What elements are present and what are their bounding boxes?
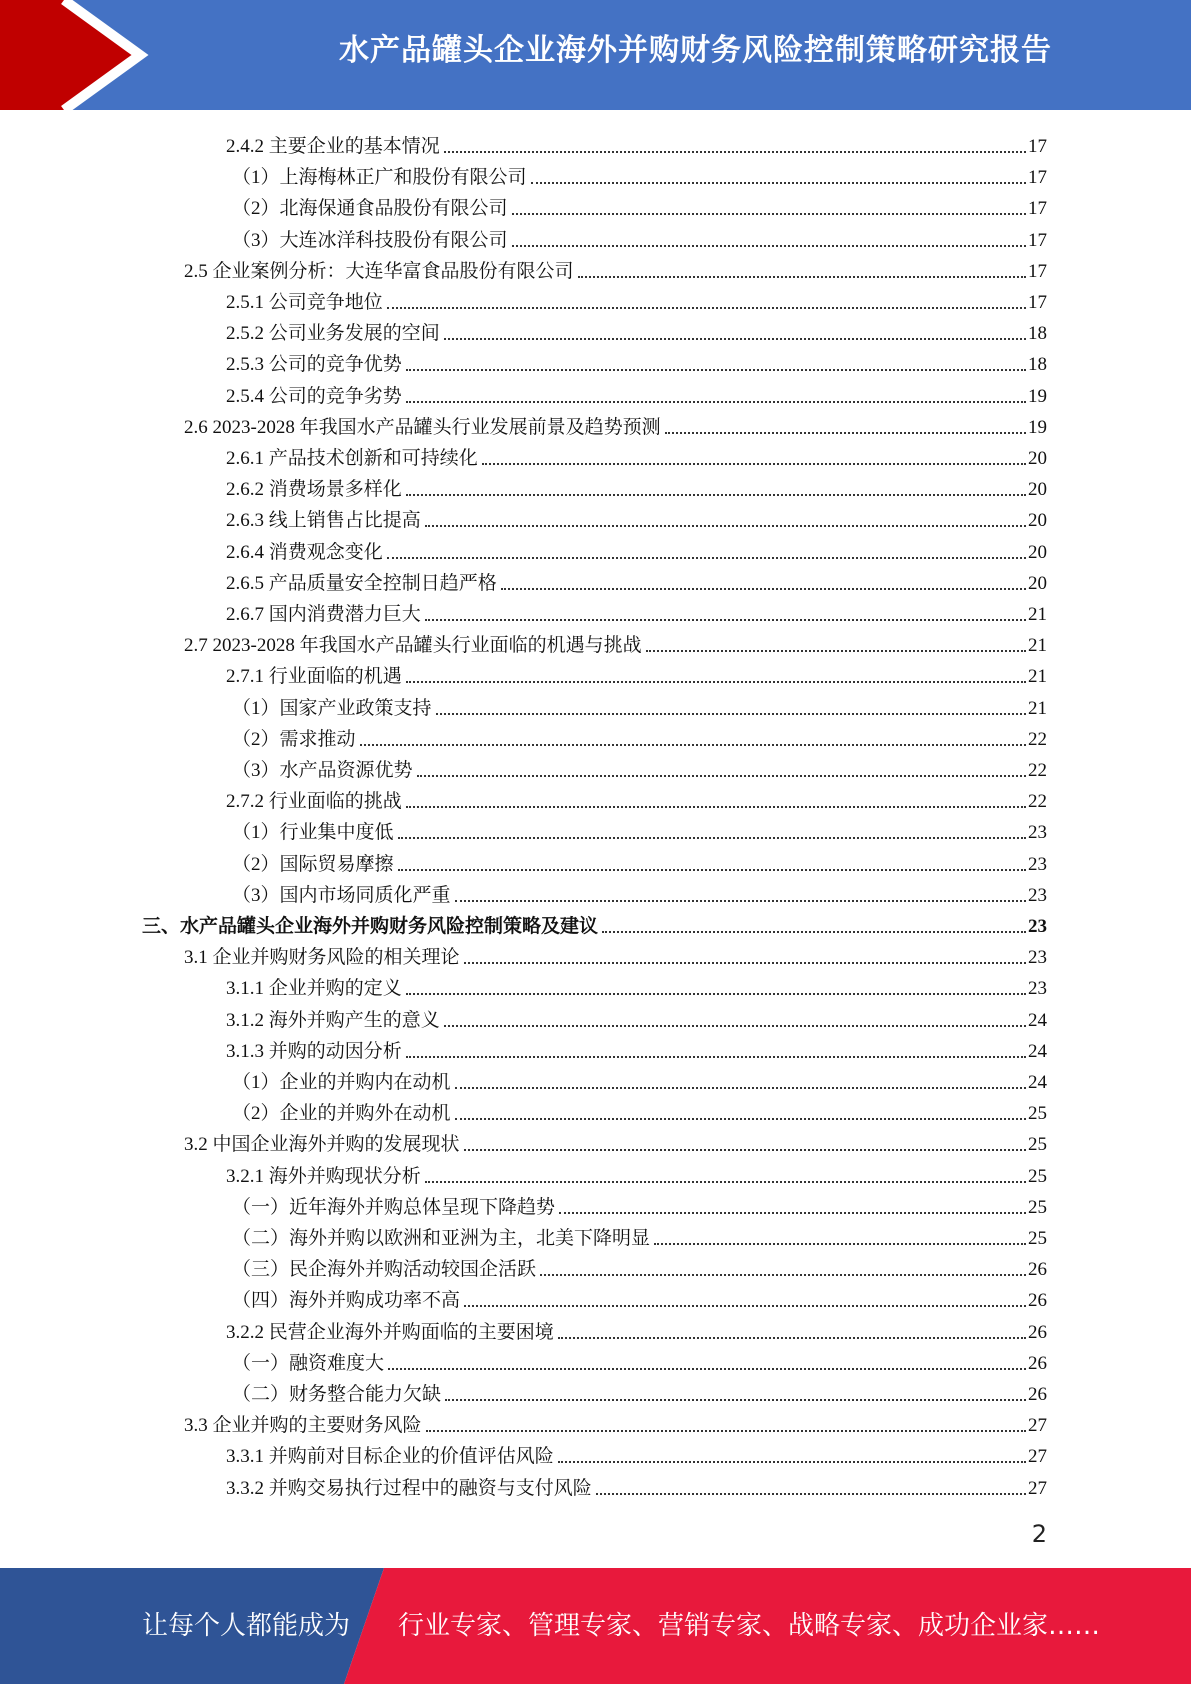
header-chevron-icon	[0, 0, 160, 110]
toc-entry-label: 2.7 2023-2028 年我国水产品罐头行业面临的机遇与挑战	[184, 635, 642, 657]
toc-entry-page: 23	[1028, 978, 1047, 1000]
toc-entry-label: 3.3 企业并购的主要财务风险	[184, 1415, 422, 1437]
toc-entry[interactable]	[142, 908, 1047, 939]
toc-entry[interactable]	[226, 346, 1047, 377]
toc-leader-dots	[665, 432, 1026, 434]
toc-entry-page: 17	[1028, 198, 1047, 220]
toc-entry-page: 17	[1028, 136, 1047, 157]
toc-entry-page: 23	[1028, 884, 1047, 906]
toc-entry[interactable]	[232, 721, 1047, 752]
toc-entry[interactable]	[232, 159, 1047, 190]
toc-entry[interactable]	[232, 752, 1047, 783]
toc-entry-page: 20	[1028, 479, 1047, 501]
toc-entry-page: 27	[1028, 1477, 1047, 1499]
toc-entry-label: （一）融资难度大	[232, 1352, 385, 1374]
toc-entry[interactable]	[226, 128, 1047, 159]
toc-entry[interactable]	[232, 814, 1047, 845]
toc-entry-label: 3.1.3 并购的动因分析	[226, 1040, 402, 1062]
toc-entry-label: 2.4.2 主要企业的基本情况	[226, 136, 440, 157]
toc-leader-dots	[512, 213, 1026, 215]
toc-leader-dots	[482, 463, 1026, 465]
toc-entry-page: 18	[1028, 354, 1047, 376]
toc-entry[interactable]	[232, 1282, 1047, 1313]
toc-entry-label: 2.6.3 线上销售占比提高	[226, 510, 421, 532]
toc-leader-dots	[540, 1274, 1026, 1276]
toc-entry[interactable]	[226, 1158, 1047, 1189]
toc-leader-dots	[445, 1399, 1026, 1401]
toc-leader-dots	[406, 993, 1026, 995]
toc-entry-label: 2.6.4 消费观念变化	[226, 541, 383, 563]
toc-entry[interactable]	[232, 190, 1047, 221]
toc-entry[interactable]	[184, 939, 1047, 970]
toc-entry-page: 26	[1028, 1321, 1047, 1343]
toc-entry-label: （三）民企海外并购活动较国企活跃	[232, 1259, 537, 1281]
toc-leader-dots	[464, 962, 1026, 964]
toc-leader-dots	[558, 1337, 1026, 1339]
toc-entry-label: （1）国家产业政策支持	[232, 697, 432, 719]
toc-entry-page: 26	[1028, 1290, 1047, 1312]
toc-entry-page: 17	[1028, 167, 1047, 189]
toc-entry-page: 22	[1028, 728, 1047, 750]
toc-leader-dots	[406, 401, 1026, 403]
toc-leader-dots	[425, 619, 1026, 621]
toc-entry[interactable]	[226, 1438, 1047, 1469]
toc-entry[interactable]	[184, 627, 1047, 658]
toc-leader-dots	[602, 931, 1026, 933]
toc-entry[interactable]	[226, 1314, 1047, 1345]
toc-leader-dots	[464, 1305, 1026, 1307]
toc-entry-label: 3.1.2 海外并购产生的意义	[226, 1009, 440, 1031]
toc-entry-page: 26	[1028, 1352, 1047, 1374]
toc-leader-dots	[444, 338, 1026, 340]
toc-entry-page: 23	[1028, 916, 1047, 937]
footer-slogan-left: 让每个人都能成为	[142, 1611, 351, 1641]
toc-entry-label: 3.2 中国企业海外并购的发展现状	[184, 1134, 460, 1156]
toc-entry[interactable]	[226, 565, 1047, 596]
report-header	[0, 0, 1191, 110]
toc-entry-page: 22	[1028, 791, 1047, 813]
toc-leader-dots	[455, 900, 1026, 902]
toc-leader-dots	[387, 307, 1026, 309]
toc-entry-label: 3.2.2 民营企业海外并购面临的主要困境	[226, 1321, 554, 1343]
toc-leader-dots	[531, 182, 1026, 184]
toc-entry-label: 2.7.2 行业面临的挑战	[226, 791, 402, 813]
toc-entry-label: 3.3.2 并购交易执行过程中的融资与支付风险	[226, 1477, 592, 1499]
toc-leader-dots	[398, 837, 1026, 839]
toc-entry-label: （一）近年海外并购总体呈现下降趋势	[232, 1196, 556, 1218]
toc-entry[interactable]	[184, 1126, 1047, 1157]
toc-entry-page: 21	[1028, 604, 1047, 625]
toc-entry[interactable]	[226, 1470, 1047, 1501]
toc-entry[interactable]	[226, 596, 1047, 627]
toc-entry-label: 2.6 2023-2028 年我国水产品罐头行业发展前景及趋势预测	[184, 416, 661, 438]
toc-entry-label: 2.6.2 消费场景多样化	[226, 479, 402, 501]
toc-leader-dots	[559, 1212, 1026, 1214]
toc-leader-dots	[388, 1368, 1026, 1370]
toc-leader-dots	[436, 713, 1026, 715]
toc-leader-dots	[406, 1056, 1026, 1058]
toc-entry-label: 2.6.1 产品技术创新和可持续化	[226, 448, 478, 469]
toc-entry-label: （二）财务整合能力欠缺	[232, 1384, 442, 1405]
toc-entry-label: 2.5.1 公司竞争地位	[226, 292, 383, 313]
toc-leader-dots	[417, 775, 1026, 777]
toc-entry-page: 20	[1028, 448, 1047, 469]
toc-entry-page: 24	[1028, 1072, 1047, 1093]
toc-entry[interactable]	[226, 315, 1047, 346]
toc-leader-dots	[464, 1149, 1026, 1151]
toc-entry-label: （1）行业集中度低	[232, 822, 394, 844]
toc-entry-label: 3.1.1 企业并购的定义	[226, 978, 402, 1000]
toc-entry-page: 24	[1028, 1040, 1047, 1062]
toc-leader-dots	[455, 1118, 1026, 1120]
toc-entry[interactable]	[232, 877, 1047, 908]
toc-entry[interactable]	[232, 1189, 1047, 1220]
toc-entry-label: 2.6.7 国内消费潜力巨大	[226, 604, 421, 625]
toc-entry-label: （四）海外并购成功率不高	[232, 1290, 461, 1312]
toc-entry-page: 20	[1028, 541, 1047, 563]
toc-entry-page: 27	[1028, 1415, 1047, 1437]
toc-leader-dots	[654, 1243, 1026, 1245]
toc-leader-dots	[501, 588, 1026, 590]
toc-leader-dots	[360, 744, 1026, 746]
toc-entry-label: 2.7.1 行业面临的机遇	[226, 666, 402, 688]
toc-leader-dots	[406, 369, 1026, 371]
toc-entry-page: 23	[1028, 822, 1047, 844]
toc-entry-label: 三、水产品罐头企业海外并购财务风险控制策略及建议	[142, 916, 599, 937]
toc-entry-label: 3.3.1 并购前对目标企业的价值评估风险	[226, 1446, 554, 1468]
toc-leader-dots	[406, 681, 1026, 683]
toc-entry-label: （3）国内市场同质化严重	[232, 884, 451, 906]
toc-entry[interactable]	[232, 690, 1047, 721]
toc-entry-label: 2.5.3 公司的竞争优势	[226, 354, 402, 376]
toc-entry[interactable]	[232, 846, 1047, 877]
toc-leader-dots	[406, 806, 1026, 808]
toc-entry-label: （2）国际贸易摩擦	[232, 853, 394, 875]
toc-entry-label: （2）企业的并购外在动机	[232, 1103, 451, 1125]
toc-entry[interactable]	[226, 1002, 1047, 1033]
toc-leader-dots	[512, 245, 1026, 247]
toc-entry-page: 26	[1028, 1259, 1047, 1281]
toc-entry-label: （3）大连冰洋科技股份有限公司	[232, 229, 508, 251]
toc-leader-dots	[444, 1025, 1026, 1027]
toc-entry-label: （2）北海保通食品股份有限公司	[232, 198, 508, 220]
toc-entry-page: 23	[1028, 947, 1047, 969]
toc-entry[interactable]	[232, 1095, 1047, 1126]
toc-entry[interactable]	[232, 222, 1047, 253]
toc-entry[interactable]	[226, 783, 1047, 814]
toc-entry-label: 2.5.2 公司业务发展的空间	[226, 323, 440, 345]
toc-entry-label: 2.5 企业案例分析：大连华富食品股份有限公司	[184, 260, 574, 282]
toc-entry[interactable]	[226, 658, 1047, 689]
toc-entry-page: 18	[1028, 323, 1047, 345]
toc-leader-dots	[596, 1493, 1026, 1495]
toc-entry-page: 25	[1028, 1228, 1047, 1249]
toc-entry[interactable]	[226, 502, 1047, 533]
toc-leader-dots	[406, 494, 1026, 496]
toc-entry[interactable]	[226, 1033, 1047, 1064]
page-number: 2	[1031, 1520, 1047, 1548]
toc-entry-page: 22	[1028, 760, 1047, 781]
toc-entry-page: 24	[1028, 1009, 1047, 1031]
toc-entry[interactable]	[226, 440, 1047, 471]
toc-leader-dots	[578, 276, 1026, 278]
toc-entry-page: 25	[1028, 1134, 1047, 1156]
toc-entry-label: 3.1 企业并购财务风险的相关理论	[184, 947, 460, 969]
toc-leader-dots	[426, 1430, 1026, 1432]
toc-entry[interactable]	[184, 253, 1047, 284]
toc-entry-page: 17	[1028, 260, 1047, 282]
toc-entry-page: 17	[1028, 292, 1047, 313]
toc-entry-page: 21	[1028, 666, 1047, 688]
toc-entry[interactable]	[232, 1376, 1047, 1407]
toc-entry[interactable]	[184, 1407, 1047, 1438]
footer-banner	[0, 1568, 1191, 1684]
toc-entry[interactable]	[232, 1251, 1047, 1282]
toc-leader-dots	[444, 151, 1026, 153]
toc-entry-label: （1）上海梅林正广和股份有限公司	[232, 167, 527, 189]
toc-entry-page: 27	[1028, 1446, 1047, 1468]
toc-entry-label: （1）企业的并购内在动机	[232, 1072, 451, 1093]
toc-leader-dots	[646, 650, 1026, 652]
toc-leader-dots	[425, 525, 1026, 527]
toc-entry-label: （2）需求推动	[232, 728, 356, 750]
toc-leader-dots	[425, 1181, 1026, 1183]
toc-entry-page: 21	[1028, 697, 1047, 719]
toc-entry-page: 19	[1028, 416, 1047, 438]
toc-entry-label: 2.6.5 产品质量安全控制日趋严格	[226, 572, 497, 594]
toc-entry-page: 21	[1028, 635, 1047, 657]
toc-entry[interactable]	[232, 1345, 1047, 1376]
toc-leader-dots	[387, 557, 1026, 559]
toc-entry-label: （二）海外并购以欧洲和亚洲为主，北美下降明显	[232, 1228, 651, 1249]
toc-entry-page: 25	[1028, 1196, 1047, 1218]
toc-entry-page: 20	[1028, 572, 1047, 594]
toc-entry-page: 19	[1028, 385, 1047, 407]
toc-entry-label: 2.5.4 公司的竞争劣势	[226, 385, 402, 407]
toc-entry-label: （3）水产品资源优势	[232, 760, 413, 781]
toc-entry[interactable]	[226, 970, 1047, 1001]
toc-entry[interactable]	[232, 1220, 1047, 1251]
footer-slogan-right: 行业专家、管理专家、营销专家、战略专家、成功企业家……	[398, 1611, 1101, 1641]
toc-entry[interactable]	[226, 534, 1047, 565]
toc-entry[interactable]	[232, 1064, 1047, 1095]
report-title: 水产品罐头企业海外并购财务风险控制策略研究报告	[339, 33, 1052, 68]
toc-entry-page: 26	[1028, 1384, 1047, 1405]
toc-entry[interactable]	[226, 378, 1047, 409]
toc-entry[interactable]	[184, 409, 1047, 440]
toc-entry-page: 23	[1028, 853, 1047, 875]
toc-entry-page: 25	[1028, 1165, 1047, 1187]
toc-entry-page: 20	[1028, 510, 1047, 532]
toc-leader-dots	[455, 1087, 1026, 1089]
toc-entry[interactable]	[226, 284, 1047, 315]
toc-entry-label: 3.2.1 海外并购现状分析	[226, 1165, 421, 1187]
toc-entry[interactable]	[226, 471, 1047, 502]
toc-entry-page: 25	[1028, 1103, 1047, 1125]
toc-leader-dots	[398, 869, 1026, 871]
toc-leader-dots	[558, 1461, 1026, 1463]
toc-entry-page: 17	[1028, 229, 1047, 251]
